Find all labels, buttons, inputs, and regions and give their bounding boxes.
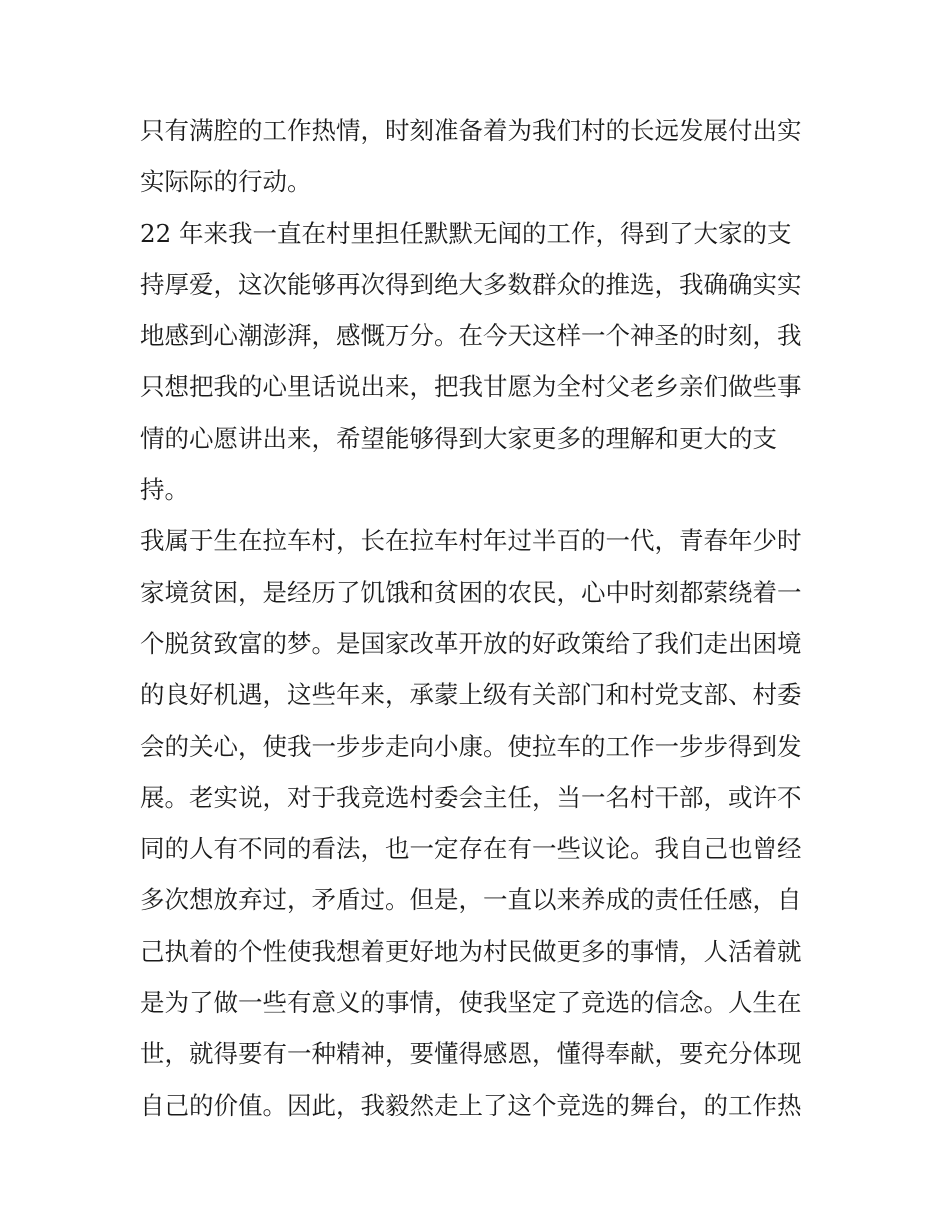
- text-line: 我属于生在拉车村，长在拉车村年过半百的一代，青春年少时: [140, 526, 802, 556]
- text-line: 地感到心潮澎湃，感慨万分。在今天这样一个神圣的时刻，我: [140, 321, 802, 351]
- text-line: 情的心愿讲出来，希望能够得到大家更多的理解和更大的支: [140, 423, 777, 453]
- text-line: 多次想放弃过，矛盾过。但是，一直以来养成的责任任感，自: [140, 885, 802, 915]
- text-line: 家境贫困，是经历了饥饿和贫困的农民，心中时刻都萦绕着一: [140, 577, 802, 607]
- document-body: [140, 105, 820, 1131]
- text-line: 只想把我的心里话说出来，把我甘愿为全村父老乡亲们做些事: [140, 372, 802, 402]
- text-line: 持。: [140, 475, 189, 505]
- text-line: 22 年来我一直在村里担任默默无闻的工作，得到了大家的支: [140, 218, 792, 248]
- text-line: 只有满腔的工作热情，时刻准备着为我们村的长远发展付出实: [140, 116, 802, 145]
- text-line: 世，就得要有一种精神，要懂得感恩，懂得奉献，要充分体现: [140, 1039, 802, 1069]
- text-line: 同的人有不同的看法，也一定存在有一些议论。我自己也曾经: [140, 834, 802, 864]
- text-line: 展。老实说，对于我竞选村委会主任，当一名村干部，或许不: [140, 782, 802, 812]
- text-line: 会的关心，使我一步步走向小康。使拉车的工作一步步得到发: [140, 731, 802, 761]
- text-line: 持厚爱，这次能够再次得到绝大多数群众的推选，我确确实实: [140, 269, 802, 299]
- text-line: 自己的价值。因此，我毅然走上了这个竞选的舞台，的工作热: [140, 1090, 802, 1120]
- text-line: 个脱贫致富的梦。是国家改革开放的好政策给了我们走出困境: [140, 628, 802, 658]
- text-line: 实际际的行动。: [140, 167, 312, 197]
- text-line: 的良好机遇，这些年来，承蒙上级有关部门和村党支部、村委: [140, 680, 802, 710]
- text-line: 己执着的个性使我想着更好地为村民做更多的事情，人活着就: [140, 936, 802, 966]
- text-line: 是为了做一些有意义的事情，使我坚定了竞选的信念。人生在: [140, 988, 802, 1018]
